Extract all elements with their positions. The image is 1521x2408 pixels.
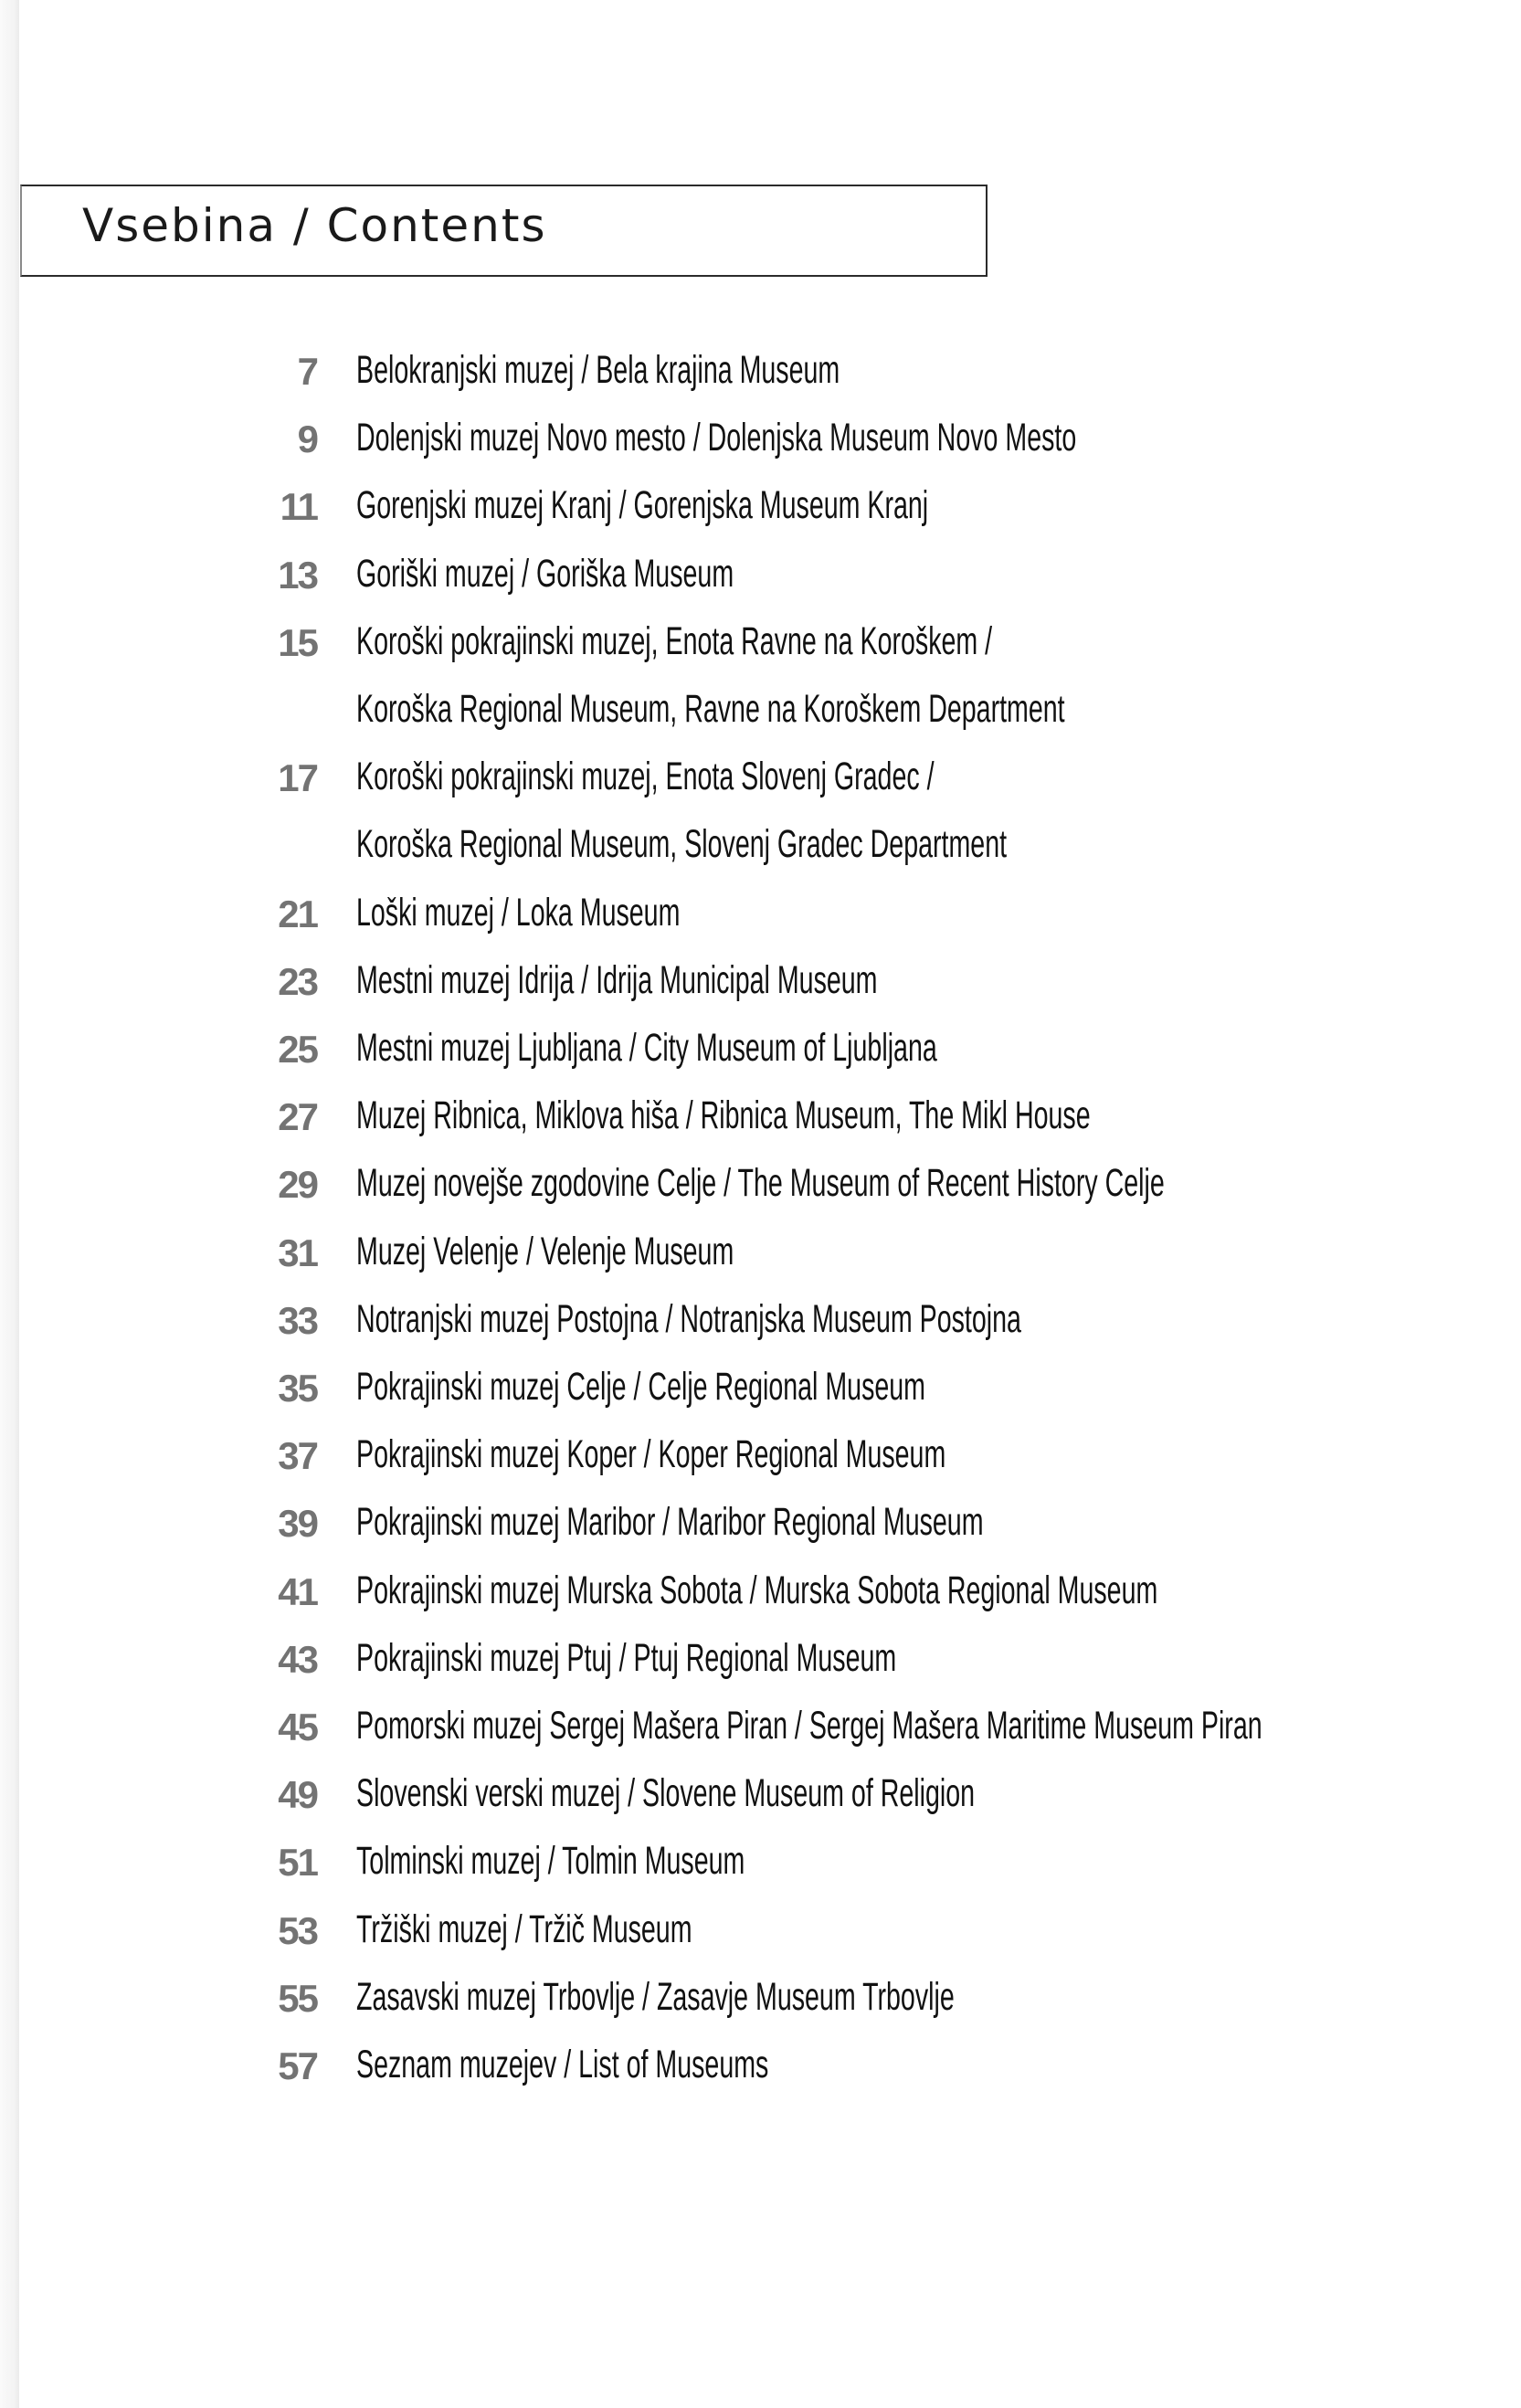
toc-entry[interactable] <box>0 1568 1521 1622</box>
toc-entry-title: Koroški pokrajinski muzej, Enota Ravne na Koroškem / <box>356 618 993 663</box>
toc-entry-title: Pokrajinski muzej Koper / Koper Regional Museum <box>356 1432 946 1477</box>
toc-entry-title: Seznam muzejev / List of Museums <box>356 2043 769 2086</box>
toc-page-number: 7 <box>297 350 317 393</box>
toc-entry-title: Dolenjski muzej Novo mesto / Dolenjska Museum Novo Mesto <box>356 416 1077 460</box>
toc-entry[interactable] <box>0 1635 1521 1690</box>
toc-page-number: 25 <box>278 1028 317 1071</box>
toc-entry[interactable] <box>0 1364 1521 1419</box>
toc-entry-title: Muzej Ribnica, Miklova hiša / Ribnica Museum, The Mikl House <box>356 1093 1091 1138</box>
title-frame <box>20 185 988 277</box>
toc-entry-title: Muzej Velenje / Velenje Museum <box>356 1229 734 1273</box>
toc-entry[interactable] <box>0 347 1521 402</box>
toc-entry-title: Mestni muzej Ljubljana / City Museum of Ljubljana <box>356 1026 937 1070</box>
toc-entry[interactable] <box>0 686 1521 741</box>
toc-entry[interactable] <box>0 754 1521 808</box>
toc-entry-title-continued: Koroška Regional Museum, Slovenj Gradec Department <box>356 822 1008 867</box>
toc-page-number: 27 <box>278 1095 317 1139</box>
toc-entry-title: Koroški pokrajinski muzej, Enota Slovenj Gradec / <box>356 755 935 799</box>
toc-entry-title: Zasavski muzej Trbovlje / Zasavje Museum Trbovlje <box>356 1974 955 2019</box>
toc-entry[interactable] <box>0 1160 1521 1215</box>
toc-entry-title: Pokrajinski muzej Celje / Celje Regional Museum <box>356 1365 925 1409</box>
toc-entry-title: Goriški muzej / Goriška Museum <box>356 551 734 596</box>
toc-entry[interactable] <box>0 1703 1521 1758</box>
toc-entry-title: Belokranjski muzej / Bela krajina Museum <box>356 348 840 392</box>
toc-entry-title: Loški muzej / Loka Museum <box>356 890 681 935</box>
toc-page-number: 41 <box>278 1569 317 1613</box>
toc-entry-title: Pokrajinski muzej Murska Sobota / Murska Sobota Regional Museum <box>356 1568 1158 1612</box>
toc-page-number: 31 <box>278 1230 317 1274</box>
toc-entry[interactable] <box>0 1906 1521 1961</box>
toc-page-number: 17 <box>278 756 317 800</box>
toc-page-number: 15 <box>278 620 317 664</box>
toc-entry-title-continued: Koroška Regional Museum, Ravne na Koroškem Department <box>356 687 1065 731</box>
toc-entry-title: Gorenjski muzej Kranj / Gorenjska Museum Kranj <box>356 483 929 528</box>
toc-page-number: 21 <box>278 892 317 935</box>
toc-entry-title: Pokrajinski muzej Maribor / Maribor Regional Museum <box>356 1500 984 1545</box>
toc-entry-title: Notranjski muzej Postojna / Notranjska Museum Postojna <box>356 1296 1021 1341</box>
toc-entry[interactable] <box>0 415 1521 470</box>
toc-entry[interactable] <box>0 551 1521 606</box>
toc-entry[interactable] <box>0 618 1521 673</box>
toc-page-number: 37 <box>278 1434 317 1478</box>
toc-page-number: 49 <box>278 1773 317 1817</box>
toc-entry-title: Slovenski verski muzej / Slovene Museum of Religion <box>356 1771 976 1816</box>
toc-entry[interactable] <box>0 1229 1521 1283</box>
toc-entry[interactable] <box>0 2042 1521 2096</box>
toc-entry-title: Tržiški muzej / Tržič Museum <box>356 1906 692 1951</box>
toc-page-number: 29 <box>278 1163 317 1207</box>
toc-page-number: 13 <box>278 553 317 597</box>
toc-entry[interactable] <box>0 957 1521 1012</box>
toc-entry-title: Tolminski muzej / Tolmin Museum <box>356 1839 745 1884</box>
toc-page-number: 39 <box>278 1502 317 1546</box>
toc-entry-title: Pomorski muzej Sergej Mašera Piran / Sergej Mašera Maritime Museum Piran <box>356 1704 1262 1748</box>
toc-entry[interactable] <box>0 1838 1521 1893</box>
toc-entry[interactable] <box>0 1770 1521 1825</box>
toc-page-number: 57 <box>278 2044 317 2087</box>
toc-page-number: 11 <box>280 485 317 529</box>
toc-entry[interactable] <box>0 1296 1521 1351</box>
toc-page-number: 9 <box>297 417 317 461</box>
toc-entry-title: Pokrajinski muzej Ptuj / Ptuj Regional Museum <box>356 1635 897 1680</box>
toc-entry-title: Mestni muzej Idrija / Idrija Municipal Museum <box>356 957 878 1002</box>
toc-page-number: 23 <box>278 959 317 1003</box>
toc-page-number: 33 <box>278 1298 317 1342</box>
toc-entry[interactable] <box>0 1431 1521 1486</box>
toc-page-number: 43 <box>278 1637 317 1681</box>
toc-entry[interactable] <box>0 1093 1521 1147</box>
toc-page-number: 53 <box>278 1908 317 1952</box>
page-title: Vsebina / Contents <box>82 199 547 252</box>
toc-entry[interactable] <box>0 890 1521 945</box>
toc-entry[interactable] <box>0 821 1521 876</box>
toc-page-number: 51 <box>278 1841 317 1885</box>
toc-entry-title: Muzej novejše zgodovine Celje / The Museum of Recent History Celje <box>356 1161 1165 1206</box>
toc-entry[interactable] <box>0 482 1521 537</box>
toc-page-number: 45 <box>278 1706 317 1748</box>
toc-entry[interactable] <box>0 1974 1521 2029</box>
toc-page-number: 35 <box>278 1367 317 1410</box>
toc-entry[interactable] <box>0 1025 1521 1080</box>
toc-page-number: 55 <box>278 1976 317 2020</box>
toc-entry[interactable] <box>0 1499 1521 1554</box>
